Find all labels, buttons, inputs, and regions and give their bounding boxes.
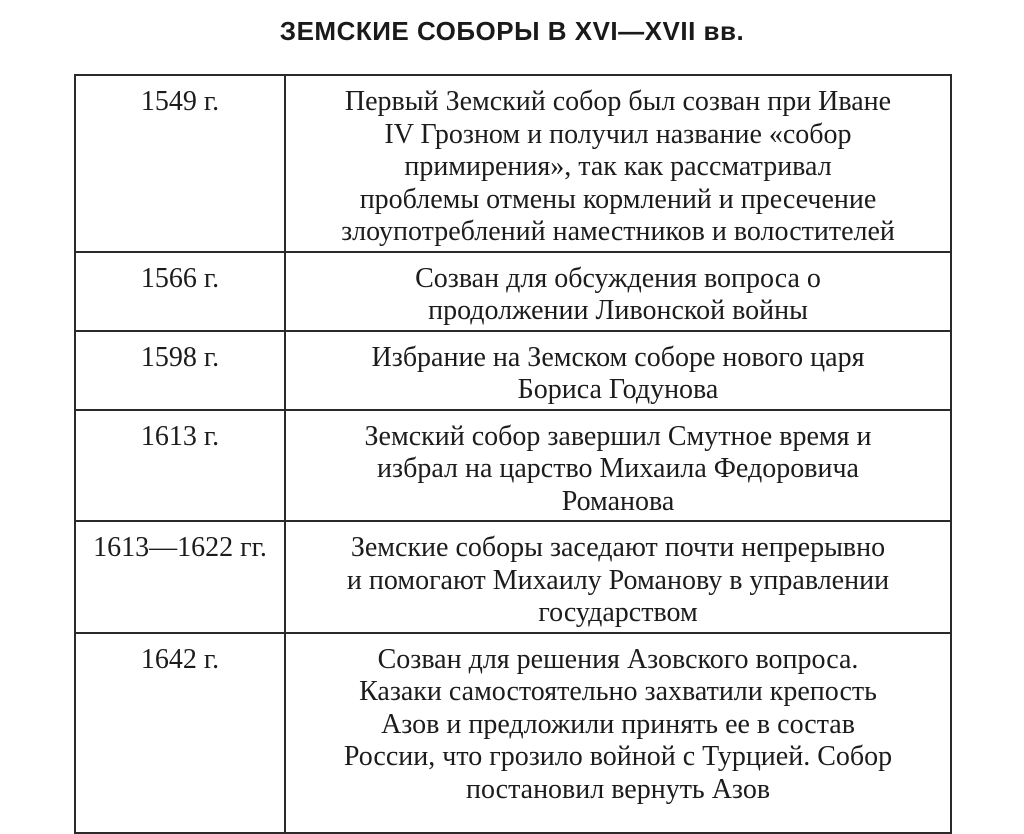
description-line: продолжении Ливонской войны xyxy=(428,295,808,326)
description-line: государством xyxy=(538,597,698,628)
description-line: России, что грозило войной с Турцией. Собор xyxy=(343,741,893,772)
description-line: проблемы отмены кормлений и пресечение xyxy=(359,183,877,215)
description-line: Романова xyxy=(561,485,675,517)
description-line: Азов и предложили принять ее в состав xyxy=(381,708,855,740)
description-line: Земский собор завершил Смутное время и xyxy=(364,420,872,452)
zemsky-sobors-table xyxy=(74,74,952,834)
table-row xyxy=(75,633,951,833)
description-line: IV Грозном и получил название «собор xyxy=(384,118,852,150)
table-row xyxy=(75,331,951,410)
year-cell: 1549 г. xyxy=(75,75,285,252)
table-row xyxy=(75,410,951,522)
description-line: Избрание на Земском соборе нового царя xyxy=(371,341,865,373)
description-line: Первый Земский собор был созван при Иване xyxy=(344,86,892,117)
description-cell xyxy=(285,521,951,633)
description-cell xyxy=(285,75,951,252)
description-line: Казаки самостоятельно захватили крепость xyxy=(359,676,877,707)
year-cell: 1566 г. xyxy=(75,252,285,331)
description-cell xyxy=(285,252,951,331)
description-line: примирения», так как рассматривал xyxy=(404,151,832,182)
description-cell xyxy=(285,633,951,833)
description-cell xyxy=(285,331,951,410)
table-row xyxy=(75,75,951,252)
description-line: Земские соборы заседают почти непрерывно xyxy=(350,532,886,563)
description-line: Созван для решения Азовского вопроса. xyxy=(377,643,859,675)
description-line: постановил вернуть Азов xyxy=(465,773,771,805)
description-line: и помогают Михаилу Романову в управлении xyxy=(346,564,890,596)
table-row xyxy=(75,252,951,331)
description-line: злоупотреблений наместников и волостителей xyxy=(341,216,895,247)
description-cell xyxy=(285,410,951,522)
year-cell: 1613—1622 гг. xyxy=(75,521,285,633)
table-row xyxy=(75,521,951,633)
description-line: избрал на царство Михаила Федоровича xyxy=(377,453,859,484)
year-cell: 1613 г. xyxy=(75,410,285,522)
year-cell: 1598 г. xyxy=(75,331,285,410)
description-line: Созван для обсуждения вопроса о xyxy=(415,262,821,294)
year-cell: 1642 г. xyxy=(75,633,285,833)
page-title: ЗЕМСКИЕ СОБОРЫ В XVI—XVII вв. xyxy=(279,16,745,46)
description-line: Бориса Годунова xyxy=(517,374,719,405)
